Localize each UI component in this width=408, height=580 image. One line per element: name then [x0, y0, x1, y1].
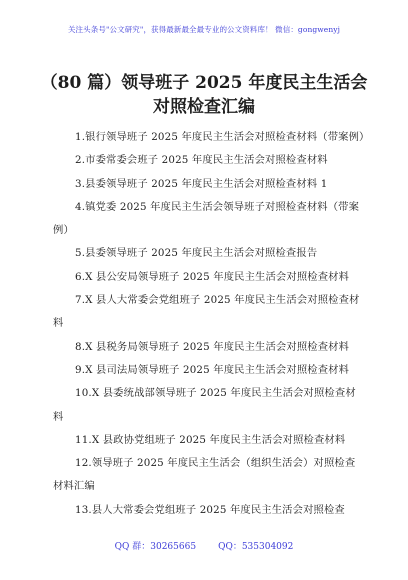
footer-qq: QQ：535304092 — [218, 542, 294, 552]
toc-item-8[interactable]: 8.X 县税务局领导班子 2025 年度民主生活会对照检查材料 — [75, 340, 350, 353]
toc-item-1[interactable]: 1.银行领导班子 2025 年度民主生活会对照检查材料（带案例） — [75, 131, 370, 143]
toc-item-11[interactable]: 11.X 县政协党组班子 2025 年度民主生活会对照检查材料 — [75, 433, 346, 446]
toc-item-4[interactable]: 4.镇党委 2025 年度民主生活会领导班子对照检查材料（带案例） — [53, 200, 360, 237]
toc-item-3[interactable]: 3.县委领导班子 2025 年度民主生活会对照检查材料 1 — [75, 177, 328, 190]
toc-item-5[interactable]: 5.县委领导班子 2025 年度民主生活会对照检查报告 — [75, 247, 318, 260]
footer-qq-group: QQ 群：30265665 — [114, 542, 197, 552]
toc-item-13[interactable]: 13.县人大常委会党组班子 2025 年度民主生活会对照检查 — [75, 503, 345, 516]
toc-item-9[interactable]: 9.X 县司法局领导班子 2025 年度民主生活会对照检查材料 — [75, 363, 350, 376]
document-title-line-2: 对照检查汇编 — [153, 97, 255, 117]
toc-item-2[interactable]: 2.市委常委会班子 2025 年度民主生活会对照检查材料 — [75, 154, 328, 167]
toc-item-10[interactable]: 10.X 县委统战部领导班子 2025 年度民主生活会对照检查材料 — [53, 387, 356, 423]
header-promo-note: 关注头条号"公文研究"，获得最新最全最专业的公文资料库！ 微信：gongwenyj — [67, 25, 341, 34]
table-of-contents — [53, 126, 370, 522]
toc-item-12[interactable]: 12.领导班子 2025 年度民主生活会（组织生活会）对照检查材料汇编 — [53, 457, 356, 493]
toc-item-7[interactable]: 7.X 县人大常委会党组班子 2025 年度民主生活会对照检查材料 — [53, 294, 360, 330]
footer-contact — [0, 539, 408, 552]
toc-item-6[interactable]: 6.X 县公安局领导班子 2025 年度民主生活会对照检查材料 — [75, 270, 350, 283]
document-title-line-1: （80 篇）领导班子 2025 年度民主生活会 — [40, 73, 368, 93]
